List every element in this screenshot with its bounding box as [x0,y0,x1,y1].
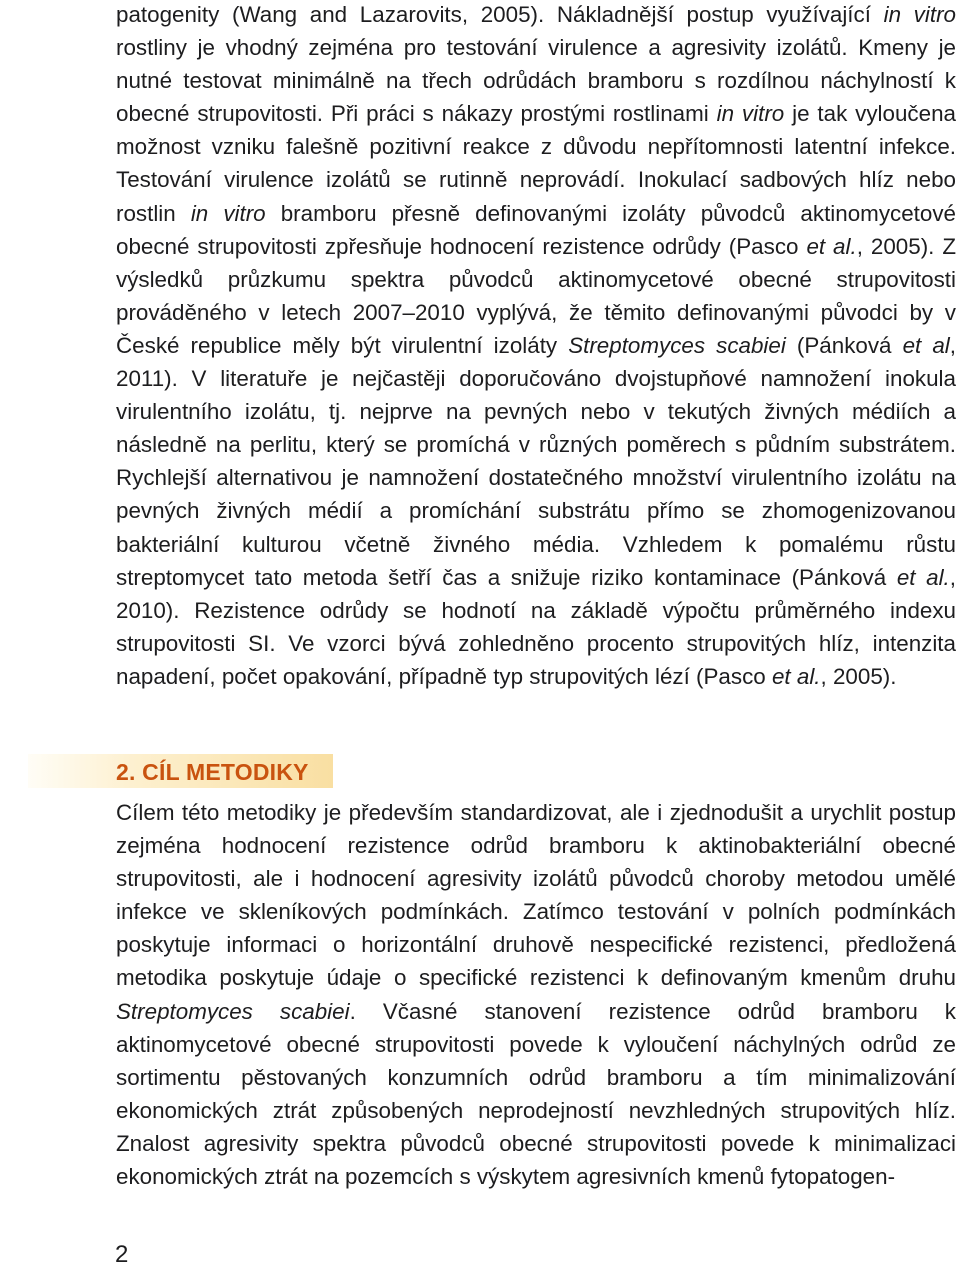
italic-term: et al. [896,564,950,590]
italic-term: et al [902,332,950,358]
text-run: rostliny je vhodný zejména pro testování virulence a agresivity izolátů. Kmeny je nutné testovat minimálně na třech odrůdách bramboru s rozdílnou náchylností k obecné strupovitosti. Při práci s nákazy prostými rostlinami [116,35,956,127]
text-run: , 2011). V literatuře je nejčastěji doporučováno dvojstupňové namnožení inokula virulentního izolátu, tj. nejprve na pevných nebo v tekutých živných médiích a následně na perlitu, který se promíchá v různých poměrech s půdním substrátem. Rychlejší alternativou je namnožení dostatečného množství virulentního izolátu na pevných živných médií a promíchání substrátu přímo se zhomogenizovanou bakteriální kulturou včetně živného média. Vzhledem k pomalému růstu streptomycet tato metoda šetří čas a snižuje riziko kontaminace (Pánková [116,332,956,590]
italic-term: in vitro [883,2,956,27]
italic-term: et al. [806,233,857,259]
italic-term: in vitro [716,101,785,127]
text-run: . Včasné stanovení rezistence odrůd bramboru k aktinomycetové obecné strupovitosti povede k vyloučení náchylných odrůd ze sortimentu pěstovaných konzumních odrůd bramboru a tím minimalizování ekonomických ztrát způsobených neprodejností nevzhledných strupovitých hlíz. Znalost agresivity spektra původců obecné strupovitosti povede k minimalizaci ekonomických ztrát na pozemcích s výskytem agresivních kmenů fytopatogen- [116,998,956,1190]
italic-term: in vitro [190,200,266,226]
text-run: bramboru přesně definovanými izoláty původců aktinomycetové obecné strupovitosti zpřesňuje hodnocení rezistence odrůdy (Pasco [116,200,956,259]
species-name: Streptomyces scabiei [116,998,350,1024]
section-heading: 2. CÍL METODIKY [116,759,309,785]
species-name: Streptomyces scabiei [568,332,786,358]
body-paragraph-aim [116,796,956,1193]
text-run: , 2005). [820,663,897,689]
text-run: , 2005). Z výsledků průzkumu spektra původců aktinomycetové obecné strupovitosti prováděného v letech 2007–2010 vyplývá, že těmito definovanými původci by v České republice měly být virulentní izoláty [116,233,957,358]
body-paragraph-intro [116,0,956,693]
italic-term: et al. [771,663,821,689]
text-run: Cílem této metodiky je především standardizovat, ale i zjednodušit a urychlit postup zejména hodnocení rezistence odrůd bramboru k aktinobakteriální obecné strupovitosti, ale i hodnocení agresivity izolátů původců choroby metodou umělé infekce ve skleníkových podmínkách. Zatímco testování v polních podmínkách poskytuje informaci o horizontální druhově nespecifické rezistenci, předložená metodika poskytuje údaje o specifické rezistenci k definovaným kmenům druhu [116,800,956,991]
text-run: patogenity (Wang and Lazarovits, 2005). Nákladnější postup využívající [116,2,884,27]
page-number: 2 [115,1241,129,1268]
text-run: je tak vyloučena možnost vzniku falešně pozitivní reakce z důvodu nepřítomnosti latentní infekce. Testování virulence izolátů se rutinně neprovádí. Inokulací sadbových hlíz nebo rostlin [116,101,956,226]
text-run: , 2010). Rezistence odrůdy se hodnotí na základě výpočtu průměrného indexu strupovitosti SI. Ve vzorci bývá zohledněno procento strupovitých hlíz, intenzita napadení, počet opakování, případně typ strupovitých lézí (Pasco [116,564,956,689]
text-run: (Pánková [785,332,903,358]
